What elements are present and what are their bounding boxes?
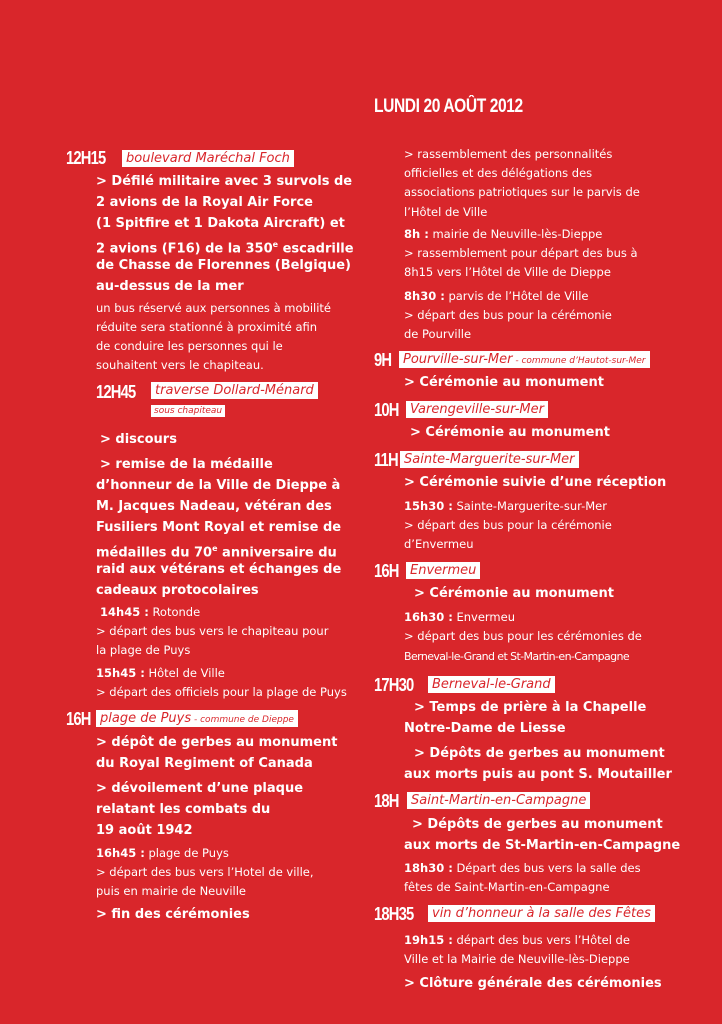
day-title: LUNDI 20 AOÛT 2012 xyxy=(374,96,523,117)
event-detail: du Royal Regiment of Canada xyxy=(96,756,313,771)
event-time: 12H15 xyxy=(66,148,106,168)
event-note: > départ des bus vers l’Hotel de ville, xyxy=(96,865,314,879)
event-note: > départ des bus pour les cérémonies de xyxy=(404,629,642,643)
event-place: Berneval-le-Grand xyxy=(428,676,555,693)
event-detail: cadeaux protocolaires xyxy=(96,583,259,598)
event-note: d’Envermeu xyxy=(404,537,474,551)
event-note: l’Hôtel de Ville xyxy=(404,205,488,219)
event-note: un bus réservé aux personnes à mobilité xyxy=(96,301,331,315)
event-detail: > Défilé militaire avec 3 survols de xyxy=(96,174,353,189)
event-time: 16H xyxy=(66,709,91,729)
event-note: 18h30 : Départ des bus vers la salle des xyxy=(404,861,641,875)
event-place: plage de Puys - commune de Dieppe xyxy=(96,710,298,727)
event-detail: 2 avions (F16) de la 350e escadrille xyxy=(96,240,354,257)
event-detail: aux morts de St-Martin-en-Campagne xyxy=(404,838,681,853)
event-place: Envermeu xyxy=(406,562,480,579)
event-note: > rassemblement pour départ des bus à xyxy=(404,246,638,260)
event-note: puis en mairie de Neuville xyxy=(96,884,247,898)
event-detail: (1 Spitfire et 1 Dakota Aircraft) et xyxy=(96,216,345,231)
event-detail: d’honneur de la Ville de Dieppe à xyxy=(96,478,341,493)
event-detail: > remise de la médaille xyxy=(100,457,273,472)
event-note: associations patriotiques sur le parvis de xyxy=(404,185,640,199)
event-detail: Fusiliers Mont Royal et remise de xyxy=(96,520,342,535)
event-note: de Pourville xyxy=(404,327,472,341)
event-detail: > Dépôts de gerbes au monument xyxy=(414,746,665,761)
event-detail: > fin des cérémonies xyxy=(96,907,250,922)
event-place-sub: sous chapiteau xyxy=(151,405,225,417)
event-detail: > Temps de prière à la Chapelle xyxy=(414,700,647,715)
event-detail: relatant les combats du xyxy=(96,802,271,817)
event-note: réduite sera stationné à proximité afin xyxy=(96,320,318,334)
event-note: > départ des officiels pour la plage de Puys xyxy=(96,685,347,699)
event-detail: > Dépôts de gerbes au monument xyxy=(412,817,663,832)
event-note: > départ des bus vers le chapiteau pour xyxy=(96,624,329,638)
event-note: 14h45 : Rotonde xyxy=(100,605,201,619)
event-note: 19h15 : départ des bus vers l’Hôtel de xyxy=(404,933,630,947)
event-note: 16h30 : Envermeu xyxy=(404,610,515,624)
event-detail: > Cérémonie suivie d’une réception xyxy=(404,475,667,490)
event-note: 15h30 : Sainte-Marguerite-sur-Mer xyxy=(404,499,607,513)
event-detail: Notre-Dame de Liesse xyxy=(404,721,566,736)
event-note: > départ des bus pour la cérémonie xyxy=(404,518,612,532)
event-note: > rassemblement des personnalités xyxy=(404,147,613,161)
event-note: 16h45 : plage de Puys xyxy=(96,846,229,860)
event-note: > départ des bus pour la cérémonie xyxy=(404,308,612,322)
event-note: la plage de Puys xyxy=(96,643,191,657)
event-time: 12H45 xyxy=(96,382,136,402)
event-detail: > Cérémonie au monument xyxy=(404,375,604,390)
event-place: traverse Dollard-Ménard xyxy=(151,382,318,399)
event-note: 8h30 : parvis de l’Hôtel de Ville xyxy=(404,289,589,303)
event-detail: M. Jacques Nadeau, vétéran des xyxy=(96,499,332,514)
event-time: 18H35 xyxy=(374,904,414,924)
event-detail: 19 août 1942 xyxy=(96,823,193,838)
event-detail: > Clôture générale des cérémonies xyxy=(404,976,662,991)
event-time: 9H xyxy=(374,350,392,370)
event-note: Berneval-le-Grand et St-Martin-en-Campagne xyxy=(404,650,630,663)
event-detail: au-dessus de la mer xyxy=(96,279,244,294)
event-detail: 2 avions de la Royal Air Force xyxy=(96,195,313,210)
event-detail: médailles du 70e anniversaire du xyxy=(96,544,337,561)
event-note: 15h45 : Hôtel de Ville xyxy=(96,666,225,680)
event-note: fêtes de Saint-Martin-en-Campagne xyxy=(404,880,610,894)
event-place: Varengeville-sur-Mer xyxy=(406,401,548,418)
event-detail: > dévoilement d’une plaque xyxy=(96,781,304,796)
event-detail: > dépôt de gerbes au monument xyxy=(96,735,338,750)
event-note: souhaitent vers le chapiteau. xyxy=(96,358,264,372)
event-place: vin d’honneur à la salle des Fêtes xyxy=(428,905,655,922)
event-detail: > Cérémonie au monument xyxy=(410,425,610,440)
event-note: 8h : mairie de Neuville-lès-Dieppe xyxy=(404,227,603,241)
event-note: Ville et la Mairie de Neuville-lès-Dieppe xyxy=(404,952,630,966)
event-place: Pourville-sur-Mer - commune d’Hautot-sur-Mer xyxy=(399,351,650,368)
event-detail: > Cérémonie au monument xyxy=(414,586,614,601)
event-time: 18H xyxy=(374,791,399,811)
event-time: 11H xyxy=(374,450,398,470)
event-place: Saint-Martin-en-Campagne xyxy=(407,792,590,809)
event-time: 16H xyxy=(374,561,399,581)
event-note: 8h15 vers l’Hôtel de Ville de Dieppe xyxy=(404,265,611,279)
event-detail: > discours xyxy=(100,432,177,447)
event-note: de conduire les personnes qui le xyxy=(96,339,283,353)
event-time: 10H xyxy=(374,400,399,420)
event-time: 17H30 xyxy=(374,675,414,695)
event-detail: aux morts puis au pont S. Moutailler xyxy=(404,767,672,782)
event-place: boulevard Maréchal Foch xyxy=(122,150,294,167)
event-detail: de Chasse de Florennes (Belgique) xyxy=(96,258,351,273)
event-note: officielles et des délégations des xyxy=(404,166,593,180)
event-detail: raid aux vétérans et échanges de xyxy=(96,562,342,577)
event-place: Sainte-Marguerite-sur-Mer xyxy=(400,451,579,468)
